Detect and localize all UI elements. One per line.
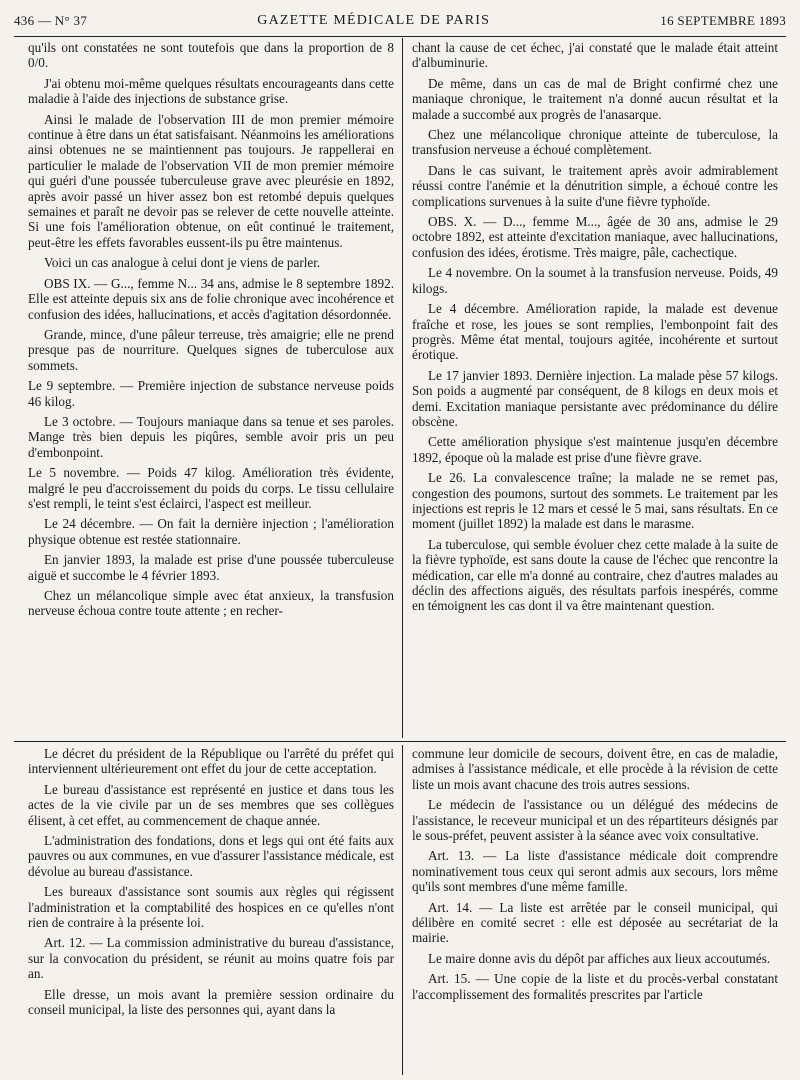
paragraph: Chez un mélancolique simple avec état anxieux, la transfusion nerveuse échoua contre toute attente ; en recher- <box>28 588 394 619</box>
paragraph: Le 4 décembre. Amélioration rapide, la malade est devenue fraîche et rose, les joues se sont remplies, l'embonpoint fait des progrès. Même état mental, toujours agitée, incohérente et surtout érotique. <box>412 301 778 363</box>
paragraph: Chez une mélancolique chronique atteinte de tuberculose, la transfusion nerveuse a échoué complètement. <box>412 127 778 158</box>
paragraph: Le médecin de l'assistance ou un délégué des médecins de l'assistance, le receveur municipal et un des répartiteurs désignés par le sous-préfet, peuvent assister à la séance avec voix consultative. <box>412 797 778 844</box>
paragraph: Les bureaux d'assistance sont soumis aux règles qui régissent l'administration et la comptabilité des hospices en ce qu'elles n'ont rien de contraire à la présente loi. <box>28 884 394 931</box>
paragraph: La tuberculose, qui semble évoluer chez cette malade à la suite de la fièvre typhoïde, est sans doute la cause de l'échec que rencontre la médication, car elle m'a donné au contraire, chez d'autres malades au déclin des affections aiguës, des résultats parfois inespérés, comme en témoignent les cas dont il va être maintenant question. <box>412 536 778 614</box>
paragraph: OBS. X. — D..., femme M..., âgée de 30 ans, admise le 29 octobre 1892, est atteinte d'excitation maniaque, avec hallucinations, confusion des idées, érotisme. Très maigre, pâle, cachectique. <box>412 214 778 260</box>
paragraph: Le 17 janvier 1893. Dernière injection. La malade pèse 57 kilogs. Son poids a augmenté par conséquent, de 8 kilogs en deux mois et demi. Excitation maniaque persistante avec prédominance du délire obscène. <box>412 367 778 429</box>
paragraph: Ainsi le malade de l'observation III de mon premier mémoire continue à être dans un état satisfaisant. Néanmoins les améliorations ainsi obtenues ne se maintiennent pas toujours. Je rappellerai en particulier le malade de l'observation VII de mon premier mémoire qui guéri d'une poussée tuberculeuse grave avec pleurésie en 1892, après avoir passé un hiver assez bon est retombé depuis quelques semaines et paraît ne devoir pas se relever de cette nouvelle atteinte. Si une fois l'amélioration obtenue, on eût continué le traitement, peut-être les effets favorables eussent-ils pu être maintenus. <box>28 111 394 250</box>
paragraph: Le bureau d'assistance est représenté en justice et dans tous les actes de la vie civile par un de ses membres que ses collègues élisent, à cet effet, au commencement de chaque année. <box>28 781 394 828</box>
paragraph: Cette amélioration physique s'est maintenue jusqu'en décembre 1892, époque où la malade est prise d'une fièvre grave. <box>412 434 778 465</box>
paragraph: Grande, mince, d'une pâleur terreuse, très amaigrie; elle ne prend presque pas de nourriture. Quelques signes de tuberculose aux sommets. <box>28 326 394 373</box>
paragraph: En janvier 1893, la malade est prise d'une poussée tuberculeuse aiguë et succombe le 4 février 1893. <box>28 552 394 583</box>
header-rule <box>14 36 786 37</box>
column-divider-upper <box>402 38 403 738</box>
paragraph: Le 5 novembre. — Poids 47 kilog. Amélioration très évidente, malgré le peu d'accroissement du poids du corps. Le tissu cellulaire s'est rempli, le teint s'est éclairci, l'aspect est meilleur. <box>28 465 394 511</box>
journal-title: GAZETTE MÉDICALE DE PARIS <box>257 13 491 28</box>
paragraph: qu'ils ont constatées ne sont toutefois que dans la proportion de 8 0/0. <box>28 40 394 71</box>
paragraph: Le 26. La convalescence traîne; la malade ne se remet pas, congestion des poumons, surtout des sommets. Le traitement par les injections est repris le 12 mars et cessé le 5 mai, sans résultats. En ce moment (juillet 1892) la malade est dans le marasme. <box>412 470 778 532</box>
paragraph: Art. 13. — La liste d'assistance médicale doit comprendre nominativement tous ceux qui seront admis aux secours, lors même qu'ils sont membres d'une même famille. <box>412 848 778 895</box>
paragraph: Voici un cas analogue à celui dont je viens de parler. <box>44 255 321 271</box>
paragraph: OBS IX. — G..., femme N... 34 ans, admise le 8 septembre 1892. Elle est atteinte depuis six ans de folie chronique avec incohérence et confusion des idées, hallucinations, et accès d'agitation désordonnée. <box>28 275 394 322</box>
issue-date: 16 SEPTEMBRE 1893 <box>660 13 786 28</box>
paragraph: L'administration des fondations, dons et legs qui ont été faits aux pauvres ou aux communes, en vue d'assurer l'assistance médicale, est dévolue au bureau d'assistance. <box>28 833 394 879</box>
paragraph: Le 9 septembre. — Première injection de substance nerveuse poids 46 kilog. <box>28 378 394 409</box>
paragraph: commune leur domicile de secours, doivent être, en cas de maladie, admises à l'assistance médicale, et elle procède à la révision de cette liste un mois avant chacune des trois autres sessions. <box>412 746 778 792</box>
paragraph: Art. 14. — La liste est arrêtée par le conseil municipal, qui délibère en comité secret : elle est déposée au secrétariat de la mairie. <box>412 899 778 946</box>
paragraph: De même, dans un cas de mal de Bright confirmé chez une maniaque chronique, le traitement n'a donné aucun résultat et la malade a succombé aux progrès de l'anasarque. <box>412 75 778 122</box>
upper-left-column <box>28 40 394 738</box>
paragraph: Art. 12. — La commission administrative du bureau d'assistance, sur la convocation du président, se réunit au moins quatre fois par an. <box>28 935 394 982</box>
lower-right-column <box>412 746 778 1076</box>
lower-left-column <box>28 746 394 1076</box>
paragraph: Le 24 décembre. — On fait la dernière injection ; l'amélioration physique obtenue est restée stationnaire. <box>28 516 394 547</box>
paragraph: Elle dresse, un mois avant la première session ordinaire du conseil municipal, la liste des personnes qui, ayant dans la <box>28 986 394 1018</box>
page-header <box>14 10 786 32</box>
paragraph: Art. 15. — Une copie de la liste et du procès-verbal constatant l'accomplissement des formalités prescrites par l'article <box>412 971 778 1002</box>
page-number-issue: 436 — N° 37 <box>14 13 88 28</box>
upper-right-column <box>412 40 778 738</box>
paragraph: Le 4 novembre. On la soumet à la transfusion nerveuse. Poids, 49 kilogs. <box>412 265 778 296</box>
paragraph: Le 3 octobre. — Toujours maniaque dans sa tenue et ses paroles. Mange très bien depuis les piqûres, semble avoir pris un peu d'embonpoint. <box>28 413 394 460</box>
paragraph: Dans le cas suivant, le traitement après avoir admirablement réussi contre l'anémie et la dénutrition simple, a échoué contre les complications survenues à la suite d'une fièvre typhoïde. <box>412 162 778 209</box>
section-rule <box>14 741 786 742</box>
paragraph: chant la cause de cet échec, j'ai constaté que le malade était atteint d'albuminurie. <box>412 40 778 71</box>
paragraph: Le décret du président de la République ou l'arrêté du préfet qui interviennent ultérieurement ont effet du jour de cette acceptation. <box>28 746 394 777</box>
column-divider-lower <box>402 745 403 1075</box>
paragraph: Le maire donne avis du dépôt par affiches aux lieux accoutumés. <box>428 950 771 966</box>
paragraph: J'ai obtenu moi-même quelques résultats encourageants dans cette maladie à l'aide des injections de substance grise. <box>28 75 394 107</box>
